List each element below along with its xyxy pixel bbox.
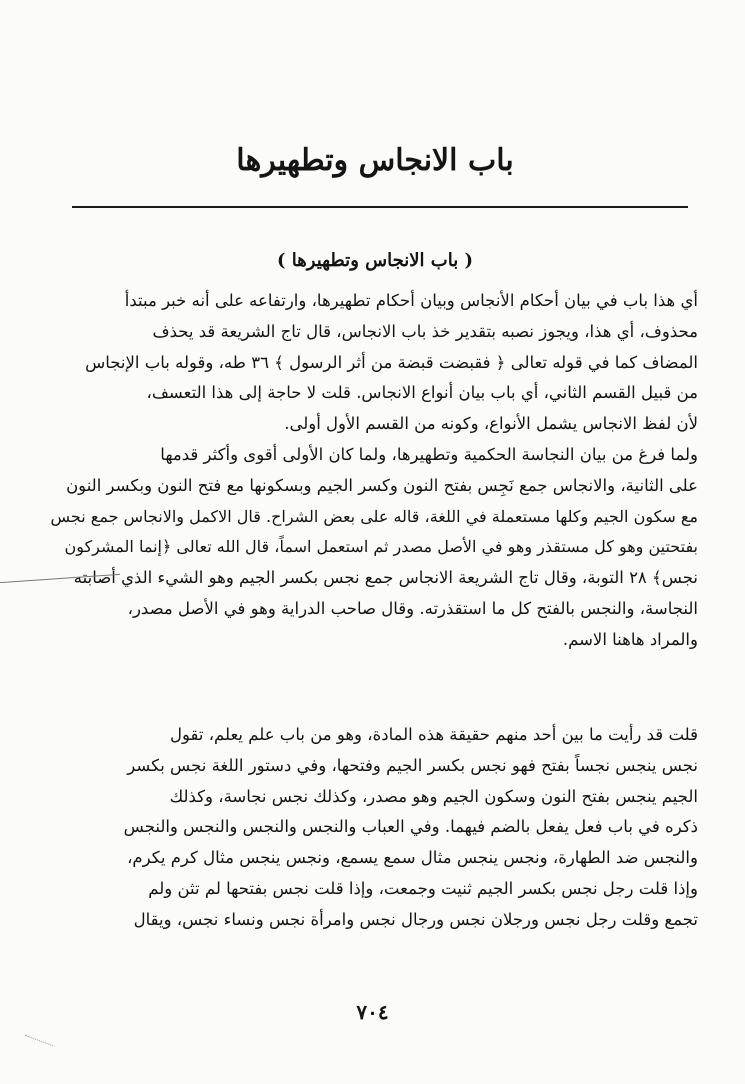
text-line: أي هذا باب في بيان أحكام الأنجاس وبيان أحكام تطهيرها، وارتفاعه على أنه خبر مبتدأ [124,291,698,310]
scan-speck [25,1035,54,1046]
text-line: وإذا قلت رجل نجس بكسر الجيم ثنيت وجمعت، وإذا قلت نجس بفتحها لم تثن ولم [148,878,698,898]
text-line: نجس ينجس نجساً بفتح فهو نجس بكسر الجيم وفتحها، وفي دستور اللغة نجس بكسر [127,755,698,775]
text-line: من قبيل القسم الثاني، أي باب بيان أنواع الانجاس. قلت لا حاجة إلى هذا التعسف، [146,383,698,403]
text-line: المضاف كما في قوله تعالى ﴿ فقبضت قبضة من أثر الرسول ﴾ ٣٦ طه، وقوله باب الإنجاس [85,352,698,372]
text-line: محذوف، أي هذا، ويجوز نصبه بتقدير خذ باب الانجاس، قال تاج الشريعة قد يحذف [152,321,698,341]
commentary-paragraph-1 [48,286,698,656]
text-line: قلت قد رأيت ما بين أحد منهم حقيقة هذه المادة، وهو من باب علم يعلم، تقول [170,725,698,744]
text-line: ذكره في باب فعل يفعل بالضم فيهما. وفي العباب والنجس والنجس والنجس والنجس [123,817,698,837]
text-line: والمراد هاهنا الاسم. [562,629,698,649]
title-divider [72,206,688,208]
chapter-title: باب الانجاس وتطهيرها [236,143,514,178]
text-line: ولما فرغ من بيان النجاسة الحكمية وتطهيرها، ولما كان الأولى أقوى وأكثر قدمها [160,444,698,464]
text-line: النجاسة، والنجس بالفتح كل ما استقذرته. وقال صاحب الدراية وهو في الأصل مصدر، [127,598,698,618]
commentary-paragraph-2 [48,720,698,936]
text-line: بفتحتين وهو كل مستقذر وهو في الأصل مصدر ثم استعمل اسماً، قال الله تعالى ﴿إنما المشركون [64,537,698,557]
text-line: نجس﴾ ٢٨ التوبة، وقال تاج الشريعة الانجاس جمع نجس بكسر الجيم وهو الشيء الذي أصابته [73,568,698,588]
text-line: لأن لفظ الانجاس يشمل الأنواع، وكونه من القسم الأول أولى. [284,414,698,434]
text-line: الجيم ينجس بفتح النون وسكون الجيم وهو مصدر، وكذلك نجس نجاسة، وكذلك [169,786,698,806]
text-line: على الثانية، والانجاس جمع نَجِس بفتح النون وكسر الجيم وبسكونها مع فتح النون وبكسر النون [66,475,698,495]
text-line: والنجس ضد الطهارة، ونجس ينجس مثال سمع يسمع، ونجس ينجس مثال كرم يكرم، [127,848,698,868]
page-number: ٧٠٤ [356,1000,389,1024]
section-heading: ( باب الانجاس وتطهيرها ) [277,250,473,271]
text-line: مع سكون الجيم وكلها مستعملة في اللغة، قاله على بعض الشراح. قال الاكمل والانجاس جمع نجس [50,506,698,526]
text-line: تجمع وقلت رجل نجس ورجلان نجس ورجال نجس وامرأة نجس ونساء نجس، ويقال [133,909,698,929]
